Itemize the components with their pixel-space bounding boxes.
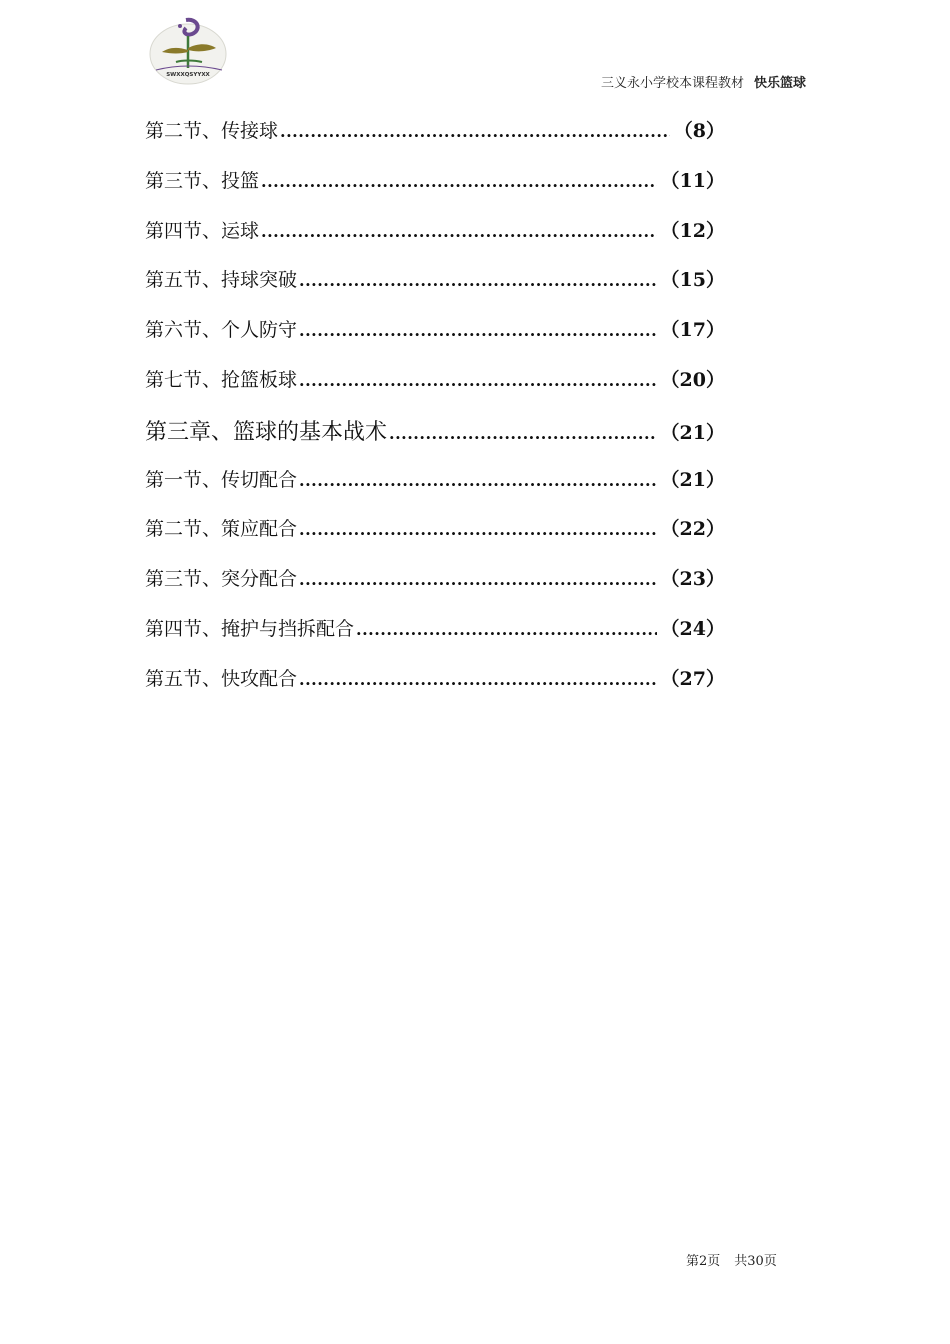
toc-entry-label: 第三节、突分配合: [145, 568, 298, 591]
toc-leader-dots: [299, 371, 657, 390]
toc-entry-page: （24）: [660, 617, 725, 640]
toc-entry-page: （21）: [660, 468, 725, 491]
toc-leader-dots: [356, 620, 657, 639]
toc-entry-label: 第七节、抢篮板球: [145, 368, 298, 391]
toc-chapter-entry[interactable]: [145, 415, 725, 465]
toc-entry-label: 第二节、策应配合: [145, 518, 298, 541]
toc-entry[interactable]: [145, 315, 725, 365]
toc-entry[interactable]: [145, 365, 725, 415]
toc-entry-page: （17）: [660, 319, 725, 342]
toc-entry-page: （22）: [660, 518, 725, 541]
toc-entry-label: 第一节、传切配合: [145, 468, 298, 491]
header-subject-text: 快乐篮球: [753, 76, 806, 91]
toc-leader-dots: [261, 222, 657, 241]
toc-entry-page: （8）: [673, 120, 725, 142]
toc-entry[interactable]: [145, 166, 725, 216]
toc-entry-label: 第三节、投篮: [145, 169, 260, 192]
page-footer: [686, 1250, 777, 1269]
header-school-text: 三义永小学校本课程教材: [600, 76, 744, 91]
toc-leader-dots: [299, 271, 657, 290]
toc-entry-label: 第四节、掩护与挡拆配合: [145, 617, 355, 640]
toc-entry[interactable]: [145, 465, 725, 515]
toc-entry[interactable]: [145, 265, 725, 315]
toc-entry-page: （23）: [660, 568, 725, 591]
school-logo: [146, 12, 230, 88]
toc-chapter-label: 第三章、篮球的基本战术: [145, 419, 388, 445]
toc-entry-page: （12）: [660, 219, 725, 242]
toc-entry-label: 第五节、持球突破: [145, 269, 298, 292]
toc-entry-label: 第五节、快攻配合: [145, 667, 298, 690]
footer-page-number: 第2页: [686, 1254, 721, 1269]
toc-entry[interactable]: [145, 216, 725, 266]
header-title: [601, 72, 806, 91]
header-divider: [146, 95, 806, 96]
toc-entry[interactable]: [145, 664, 725, 714]
toc-entry-page: （15）: [660, 269, 725, 292]
toc-entry[interactable]: [145, 564, 725, 614]
toc-leader-dots: [299, 321, 657, 340]
toc-entry-page: （20）: [660, 368, 725, 391]
toc-leader-dots: [299, 670, 657, 689]
toc-leader-dots: [280, 122, 670, 141]
toc-entry-label: 第六节、个人防守: [145, 319, 298, 342]
toc-entry-page: （11）: [660, 169, 725, 192]
toc-entry-label: 第四节、运球: [145, 219, 260, 242]
logo-lettering: SWXXQSYYXX: [166, 72, 210, 78]
school-logo-graphic: [146, 12, 230, 88]
toc-leader-dots: [299, 520, 657, 539]
toc-entry-page: （27）: [660, 667, 725, 690]
toc-entry-page: （21）: [660, 421, 725, 444]
toc-leader-dots: [389, 424, 657, 443]
toc-leader-dots: [261, 172, 657, 191]
footer-total-pages: 共30页: [734, 1254, 777, 1269]
toc-entry[interactable]: [145, 514, 725, 564]
toc-leader-dots: [299, 471, 657, 490]
toc-entry[interactable]: [145, 116, 725, 166]
table-of-contents: [145, 116, 725, 714]
toc-leader-dots: [299, 570, 657, 589]
toc-entry[interactable]: [145, 614, 725, 664]
toc-entry-label: 第二节、传接球: [145, 120, 279, 142]
